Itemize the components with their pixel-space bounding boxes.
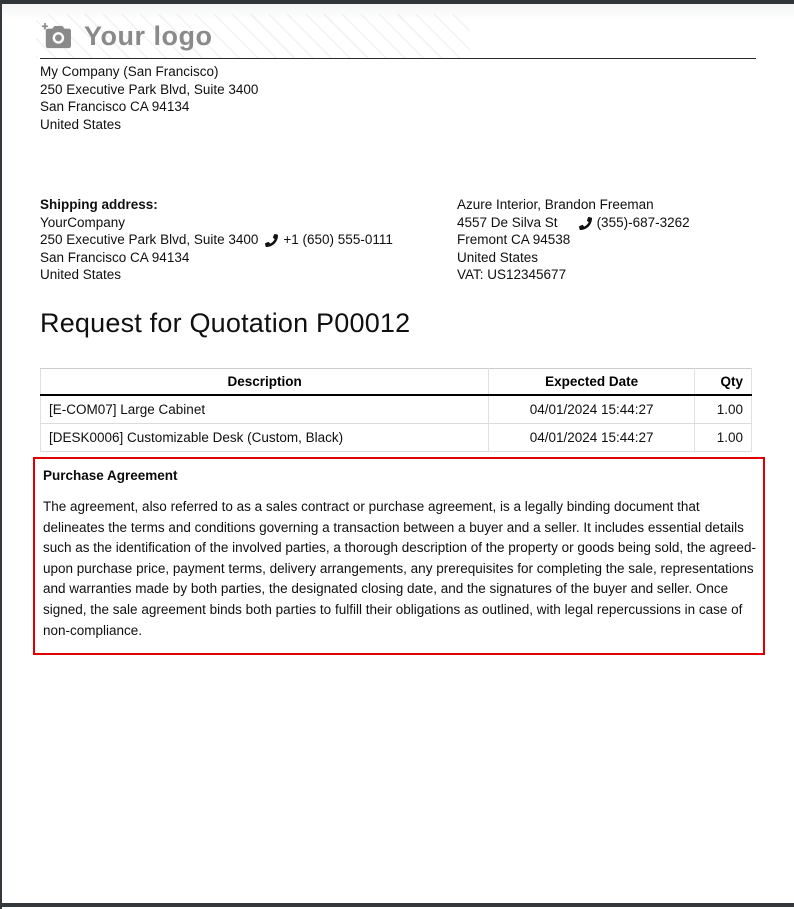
page-frame-left-edge bbox=[0, 0, 2, 909]
cell-qty: 1.00 bbox=[695, 395, 752, 424]
sender-address-block bbox=[40, 63, 258, 133]
shipping-address-label: Shipping address: bbox=[40, 197, 158, 212]
cell-description: [DESK0006] Customizable Desk (Custom, Black) bbox=[41, 424, 489, 452]
table-row bbox=[41, 395, 752, 424]
shipping-address-block bbox=[40, 196, 440, 284]
shipping-street: 250 Executive Park Blvd, Suite 3400 bbox=[40, 232, 259, 247]
order-lines-table bbox=[40, 368, 752, 452]
header-divider bbox=[40, 58, 756, 59]
vendor-street: 4557 De Silva St bbox=[457, 214, 558, 230]
column-header-description: Description bbox=[41, 369, 489, 396]
sender-street: 250 Executive Park Blvd, Suite 3400 bbox=[40, 81, 259, 97]
table-row bbox=[41, 424, 752, 452]
vendor-address-block bbox=[457, 196, 767, 284]
company-logo-placeholder bbox=[36, 14, 470, 58]
vendor-country: United States bbox=[457, 249, 539, 265]
phone-icon bbox=[265, 234, 278, 247]
column-header-expected-date: Expected Date bbox=[489, 369, 695, 396]
shipping-street-phone-row bbox=[40, 231, 440, 249]
cell-expected-date: 04/01/2024 15:44:27 bbox=[489, 424, 695, 452]
column-header-qty: Qty bbox=[695, 369, 752, 396]
vendor-city: Fremont CA 94538 bbox=[457, 232, 571, 247]
sender-company-name: My Company (San Francisco) bbox=[40, 64, 219, 79]
camera-plus-icon bbox=[42, 23, 72, 50]
cell-expected-date: 04/01/2024 15:44:27 bbox=[489, 395, 695, 424]
phone-icon bbox=[579, 217, 592, 230]
page-frame-bottom-edge bbox=[0, 903, 794, 907]
shipping-phone-number: +1 (650) 555-0111 bbox=[283, 232, 393, 247]
purchase-agreement-box bbox=[33, 457, 765, 655]
shipping-country: United States bbox=[40, 267, 122, 282]
purchase-agreement-text: The agreement, also referred to as a sales contract or purchase agreement, is a legally binding document that delineates the terms and conditions governing a transaction between a buyer and a seller. It includes essential details such as the identification of the involved parties, a thorough description of the property or goods being sold, the agreed-upon purchase price, payment terms, delivery arrangements, any prerequisites for completing the sale, representations and warranties made by both parties, the designated closing date, and the signatures of the buyer and seller. Once signed, the sale agreement binds both parties to fulfill their obligations as outlined, with legal repercussions in case of non-compliance. bbox=[43, 499, 756, 638]
logo-placeholder-text: Your logo bbox=[84, 20, 213, 51]
vendor-name: Azure Interior, Brandon Freeman bbox=[457, 197, 654, 212]
purchase-agreement-title: Purchase Agreement bbox=[43, 468, 178, 483]
vendor-vat: VAT: US12345677 bbox=[457, 267, 567, 282]
table-header-row bbox=[41, 369, 752, 396]
cell-qty: 1.00 bbox=[695, 424, 752, 452]
sender-country: United States bbox=[40, 116, 122, 132]
page-title: Request for Quotation P00012 bbox=[40, 308, 411, 338]
cell-description: [E-COM07] Large Cabinet bbox=[41, 395, 489, 424]
shipping-city: San Francisco CA 94134 bbox=[40, 249, 190, 265]
vendor-street-phone-row bbox=[457, 214, 767, 232]
vendor-phone-number: (355)-687-3262 bbox=[596, 214, 690, 230]
sender-city: San Francisco CA 94134 bbox=[40, 99, 190, 114]
shipping-company: YourCompany bbox=[40, 214, 126, 230]
